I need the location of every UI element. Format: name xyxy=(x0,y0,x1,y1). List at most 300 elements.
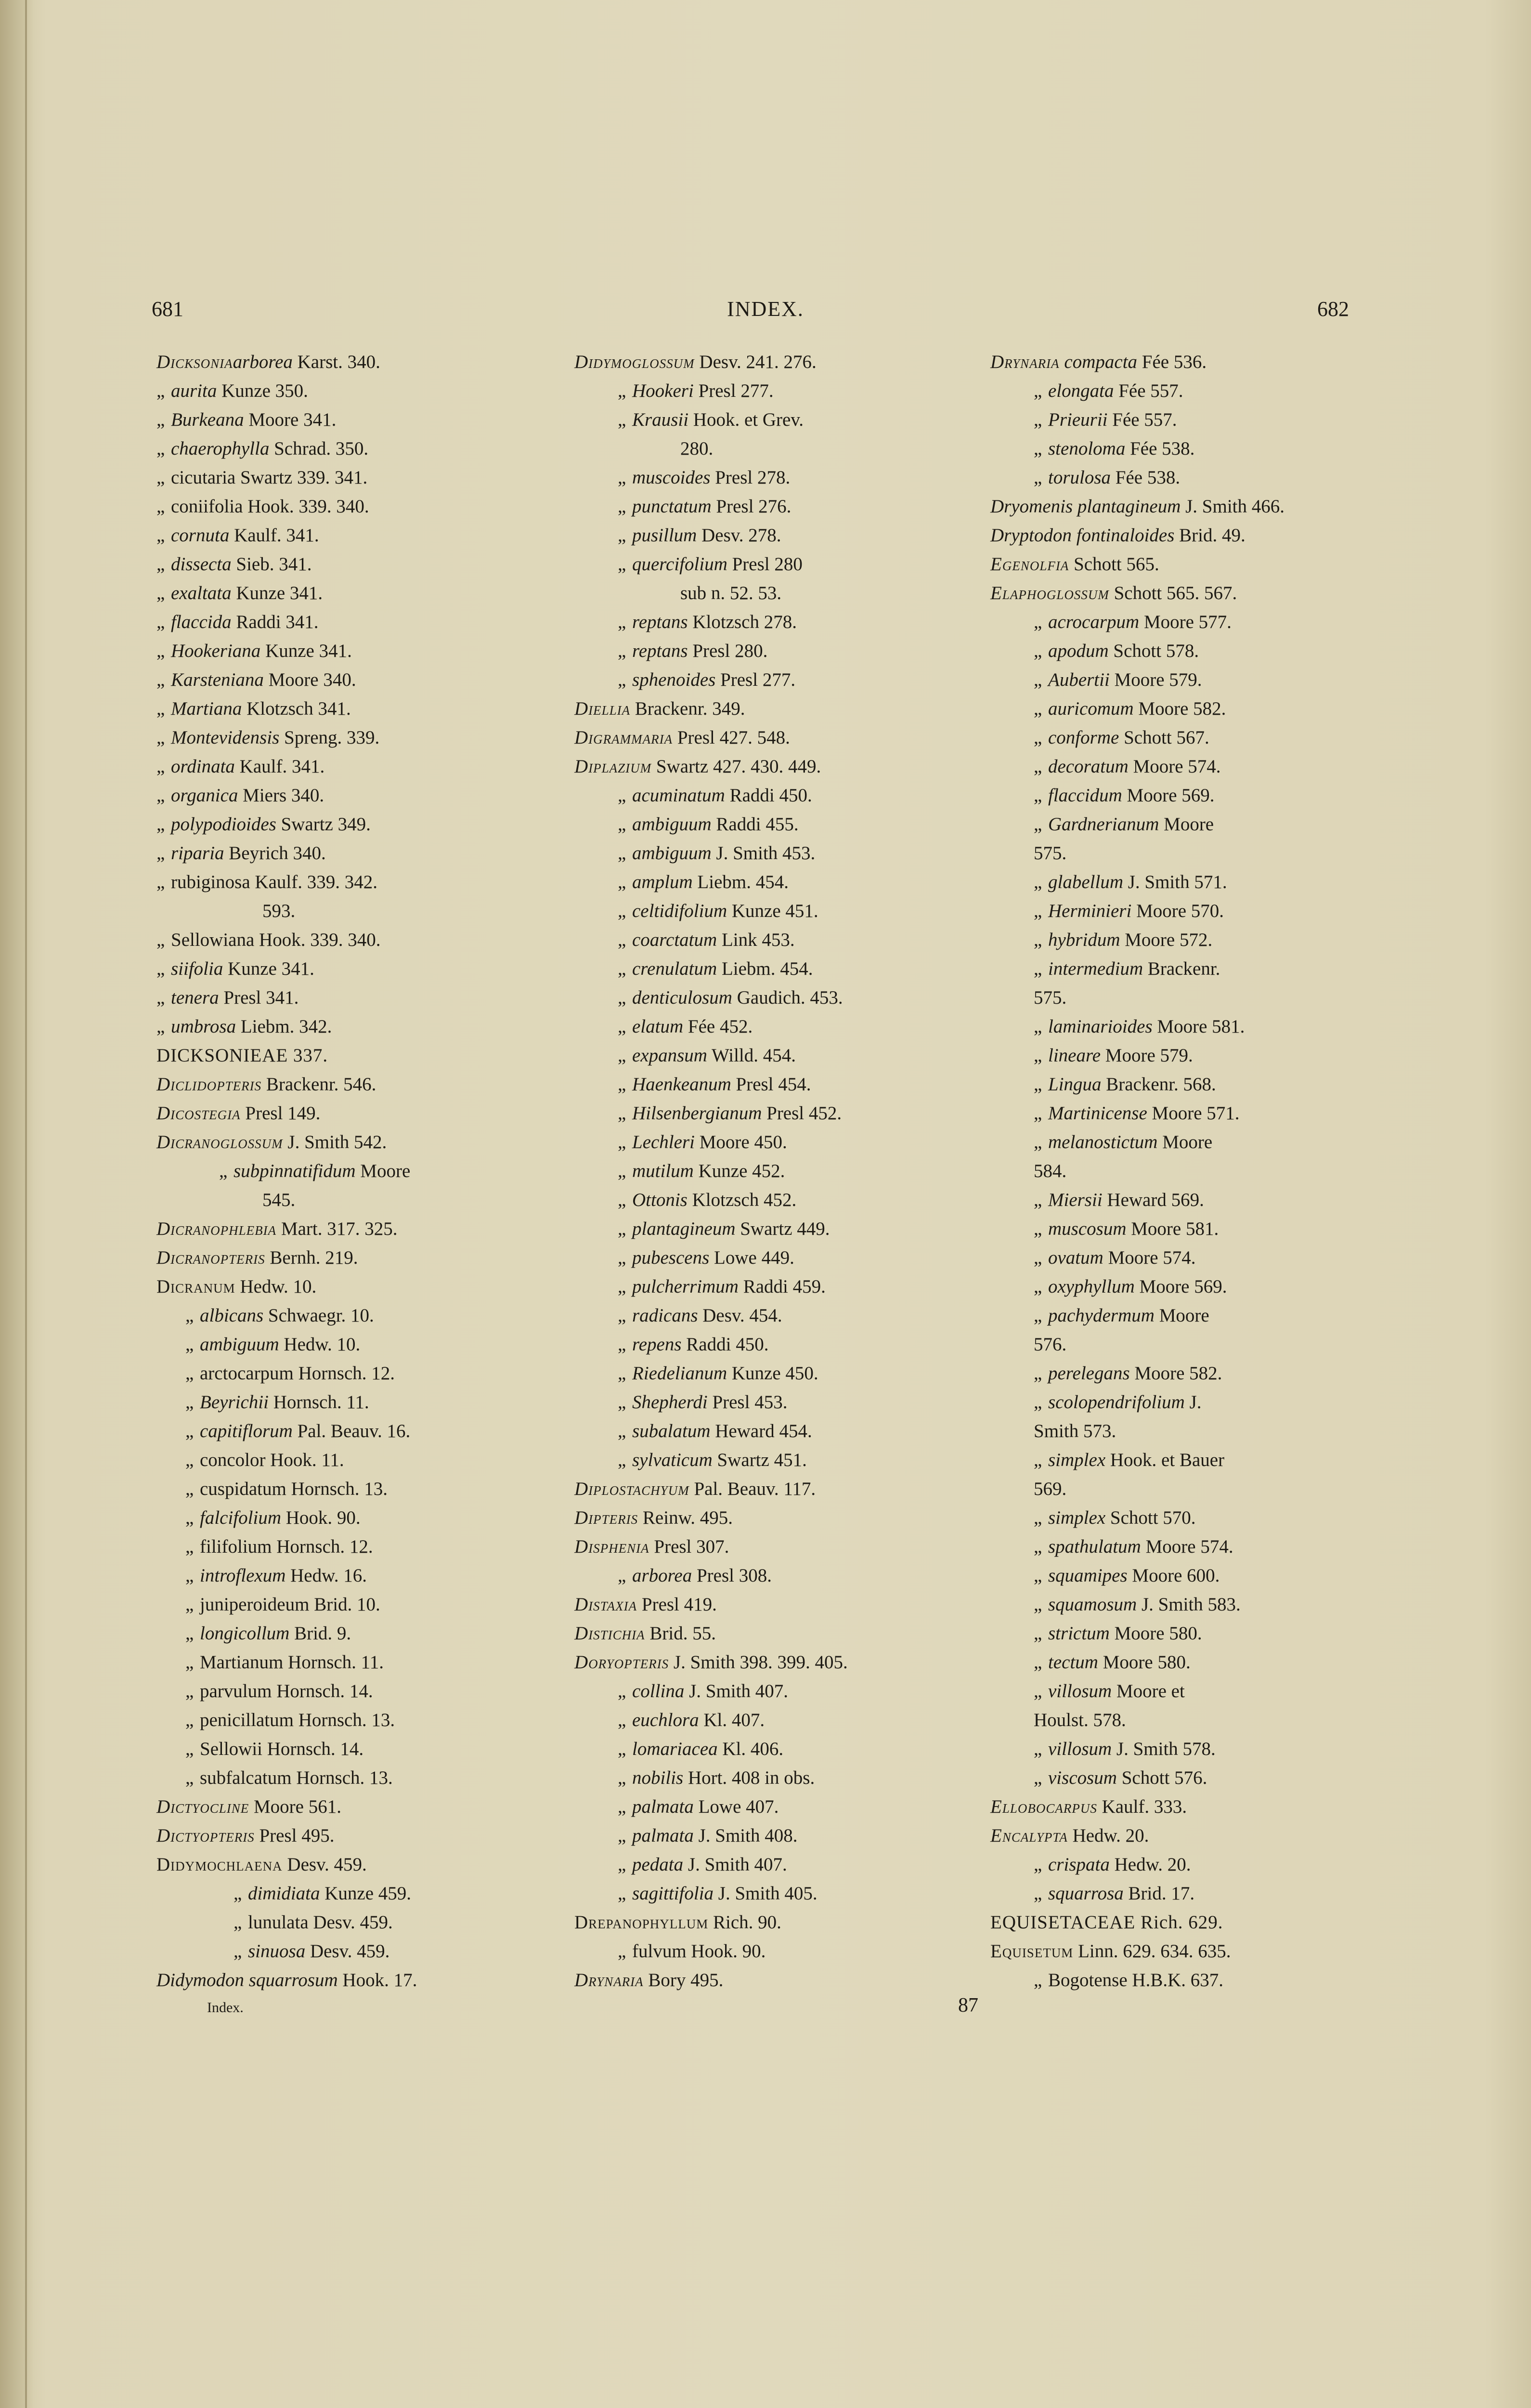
author-reference: Moore 569. xyxy=(1127,785,1215,806)
author-reference: Heward 569. xyxy=(1107,1190,1204,1210)
author-reference: Hedw. 20. xyxy=(1072,1825,1149,1846)
index-entry xyxy=(990,1157,1433,1186)
species-name: subfalcatum xyxy=(200,1767,292,1788)
genus-name: Drynaria xyxy=(990,352,1060,372)
species-name: Burkeana xyxy=(171,409,244,430)
ditto-mark: „ xyxy=(156,698,165,719)
index-entry xyxy=(990,1764,1433,1793)
index-entry xyxy=(990,1619,1433,1648)
index-entry xyxy=(574,579,984,608)
author-reference: Pal. Beauv. 117. xyxy=(694,1479,816,1499)
index-entry xyxy=(574,377,984,406)
species-name: pulcherrimum xyxy=(632,1276,739,1297)
ditto-mark: „ xyxy=(618,1767,626,1788)
species-name: nobilis xyxy=(632,1767,684,1788)
author-reference: Fée 452. xyxy=(688,1016,753,1037)
genus-name: Diplostachyum xyxy=(574,1479,689,1499)
species-name: radicans xyxy=(632,1305,698,1326)
ditto-mark: „ xyxy=(618,1941,626,1962)
species-name: ambiguum xyxy=(632,843,712,864)
author-reference: Hook. et Bauer xyxy=(1110,1450,1225,1470)
author-reference: Liebm. 454. xyxy=(697,872,789,892)
ditto-mark: „ xyxy=(156,525,165,546)
index-entry xyxy=(990,955,1433,983)
index-entry xyxy=(990,723,1433,752)
ditto-mark: „ xyxy=(1034,1739,1042,1759)
index-entry xyxy=(156,1619,566,1648)
genus-name: Digrammaria xyxy=(574,727,673,748)
author-reference: Fée 538. xyxy=(1115,467,1181,488)
index-entry xyxy=(574,1243,984,1272)
ditto-mark: „ xyxy=(618,554,626,575)
index-entry xyxy=(156,781,566,810)
author-reference: Moore 561. xyxy=(253,1796,341,1817)
index-entry xyxy=(156,1879,566,1908)
index-entry xyxy=(156,1012,566,1041)
index-entry xyxy=(574,1561,984,1590)
ditto-mark: „ xyxy=(618,641,626,661)
species-name: cornuta xyxy=(171,525,230,546)
species-name: quercifolium xyxy=(632,554,727,575)
species-name: chaerophylla xyxy=(171,438,270,459)
ditto-mark: „ xyxy=(185,1392,194,1413)
species-name: falcifolium xyxy=(200,1507,281,1528)
species-name: pusillum xyxy=(632,525,697,546)
author-reference: Fée 557. xyxy=(1112,409,1177,430)
ditto-mark: „ xyxy=(1034,1565,1042,1586)
index-entry xyxy=(574,1793,984,1821)
entry-continuation: 584. xyxy=(1034,1161,1067,1181)
species-name: subpinnatifidum xyxy=(234,1161,356,1181)
ditto-mark: „ xyxy=(618,612,626,632)
ditto-mark: „ xyxy=(234,1912,242,1933)
species-name: penicillatum xyxy=(200,1710,294,1730)
index-entry xyxy=(156,1850,566,1879)
species-name: muscoides xyxy=(632,467,711,488)
gutter-line xyxy=(25,0,27,2408)
species-name: euchlora xyxy=(632,1710,699,1730)
species-name: celtidifolium xyxy=(632,901,727,921)
author-reference: Miers 340. xyxy=(243,785,324,806)
ditto-mark: „ xyxy=(1034,1218,1042,1239)
ditto-mark: „ xyxy=(618,1854,626,1875)
author-reference: Beyrich 340. xyxy=(229,843,326,864)
author-reference: Kunze 459. xyxy=(324,1883,412,1904)
index-entry xyxy=(574,1504,984,1532)
species-name: ordinata xyxy=(171,756,235,777)
species-name: Martiana xyxy=(171,698,242,719)
species-name: Aubertii xyxy=(1048,669,1110,690)
index-entry xyxy=(574,1706,984,1735)
species-name: pubescens xyxy=(632,1247,710,1268)
ditto-mark: „ xyxy=(156,669,165,690)
ditto-mark: „ xyxy=(1034,1276,1042,1297)
author-reference: J. xyxy=(1189,1392,1202,1413)
author-reference: Kaulf. 333. xyxy=(1102,1796,1187,1817)
index-entry xyxy=(574,1908,984,1937)
author-reference: Moore xyxy=(1164,814,1214,835)
author-reference: Swartz 451. xyxy=(717,1450,807,1470)
ditto-mark: „ xyxy=(185,1421,194,1441)
ditto-mark: „ xyxy=(1034,1883,1042,1904)
index-entry xyxy=(156,1821,566,1850)
index-entry xyxy=(574,1937,984,1966)
species-name: squarrosa xyxy=(1048,1883,1124,1904)
index-entry xyxy=(990,1937,1433,1966)
author-reference: Hook. 17. xyxy=(342,1970,417,1990)
ditto-mark: „ xyxy=(234,1941,242,1962)
index-entry xyxy=(156,666,566,694)
ditto-mark: „ xyxy=(156,872,165,892)
genus-name: Dicranopteris xyxy=(156,1247,265,1268)
author-reference: Moore 341. xyxy=(248,409,337,430)
index-entry xyxy=(574,1041,984,1070)
index-entry xyxy=(156,1677,566,1706)
author-reference: Hornsch. 13. xyxy=(296,1767,393,1788)
entry-continuation: 576. xyxy=(1034,1334,1067,1355)
index-entry xyxy=(574,463,984,492)
genus-name: Dipteris xyxy=(574,1507,638,1528)
ditto-mark: „ xyxy=(618,1074,626,1095)
author-reference: Raddi 450. xyxy=(729,785,812,806)
author-reference: Raddi 341. xyxy=(236,612,319,632)
author-reference: Hedw. 16. xyxy=(290,1565,367,1586)
ditto-mark: „ xyxy=(618,1363,626,1384)
author-reference: Brid. 17. xyxy=(1128,1883,1195,1904)
index-entry xyxy=(574,1648,984,1677)
genus-name: Dicostegia xyxy=(156,1103,241,1124)
index-entry xyxy=(574,1128,984,1157)
species-name: reptans xyxy=(632,612,688,632)
taxon-name: Dryomenis plantagineum xyxy=(990,496,1181,517)
ditto-mark: „ xyxy=(156,612,165,632)
ditto-mark: „ xyxy=(618,467,626,488)
species-name: amplum xyxy=(632,872,693,892)
species-name: ambiguum xyxy=(632,814,712,835)
ditto-mark: „ xyxy=(156,929,165,950)
species-name: denticulosum xyxy=(632,987,732,1008)
index-entry xyxy=(156,492,566,521)
species-name: flaccida xyxy=(171,612,232,632)
author-reference: Lowe 449. xyxy=(714,1247,794,1268)
species-name: exaltata xyxy=(171,583,232,603)
family-name: EQUISETACEAE Rich. 629. xyxy=(990,1912,1223,1933)
index-entry xyxy=(574,608,984,637)
species-name: fulvum xyxy=(632,1941,687,1962)
index-entry xyxy=(574,1850,984,1879)
species-name: coarctatum xyxy=(632,929,717,950)
index-entry xyxy=(156,348,566,377)
ditto-mark: „ xyxy=(618,380,626,401)
ditto-mark: „ xyxy=(1034,1074,1042,1095)
index-entry xyxy=(990,1793,1433,1821)
index-entry xyxy=(990,1012,1433,1041)
species-name: Lechleri xyxy=(632,1132,695,1152)
author-reference: Kaulf. 339. 342. xyxy=(255,872,377,892)
species-name: Prieurii xyxy=(1048,409,1108,430)
ditto-mark: „ xyxy=(618,929,626,950)
author-reference: Moore 450. xyxy=(699,1132,787,1152)
index-entry xyxy=(156,550,566,579)
author-reference: Brackenr. xyxy=(1147,958,1220,979)
author-reference: J. Smith 542. xyxy=(287,1132,387,1152)
index-entry xyxy=(574,550,984,579)
ditto-mark: „ xyxy=(618,409,626,430)
index-entry xyxy=(156,694,566,723)
index-entry xyxy=(990,550,1433,579)
index-entry xyxy=(990,1735,1433,1764)
index-entry xyxy=(156,1388,566,1417)
species-name: dimidiata xyxy=(248,1883,320,1904)
index-entry xyxy=(156,1532,566,1561)
species-name: ambiguum xyxy=(200,1334,279,1355)
author-reference: Presl 495. xyxy=(259,1825,335,1846)
author-reference: Moore 570. xyxy=(1136,901,1224,921)
species-name: rubiginosa xyxy=(171,872,250,892)
index-entry xyxy=(574,1301,984,1330)
ditto-mark: „ xyxy=(618,1565,626,1586)
species-name: hybridum xyxy=(1048,929,1120,950)
species-name: glabellum xyxy=(1048,872,1123,892)
ditto-mark: „ xyxy=(1034,1681,1042,1701)
index-entry xyxy=(156,1446,566,1475)
index-entry xyxy=(990,926,1433,955)
ditto-mark: „ xyxy=(1034,1045,1042,1066)
author-reference: Pal. Beauv. 16. xyxy=(297,1421,411,1441)
ditto-mark: „ xyxy=(618,525,626,546)
index-entry xyxy=(156,1561,566,1590)
author-reference: Schott 565. xyxy=(1074,554,1159,575)
index-entry xyxy=(990,1475,1433,1504)
author-reference: Brid. 9. xyxy=(294,1623,351,1644)
species-name: squamipes xyxy=(1048,1565,1128,1586)
author-reference: Presl 278. xyxy=(715,467,791,488)
ditto-mark: „ xyxy=(156,641,165,661)
ditto-mark: „ xyxy=(185,1479,194,1499)
author-reference: Hedw. 20. xyxy=(1114,1854,1191,1875)
index-entry xyxy=(156,1908,566,1937)
index-entry xyxy=(574,406,984,434)
author-reference: Presl 308. xyxy=(696,1565,772,1586)
author-reference: Liebm. 342. xyxy=(240,1016,332,1037)
ditto-mark: „ xyxy=(1034,1507,1042,1528)
ditto-mark: „ xyxy=(185,1681,194,1701)
index-entry xyxy=(574,1359,984,1388)
ditto-mark: „ xyxy=(219,1161,228,1181)
author-reference: Presl 419. xyxy=(641,1594,717,1615)
author-reference: Raddi 459. xyxy=(743,1276,826,1297)
ditto-mark: „ xyxy=(1034,1594,1042,1615)
index-entry xyxy=(574,1186,984,1215)
genus-name: Distichia xyxy=(574,1623,645,1644)
ditto-mark: „ xyxy=(618,1045,626,1066)
ditto-mark: „ xyxy=(234,1883,242,1904)
ditto-mark: „ xyxy=(618,958,626,979)
ditto-mark: „ xyxy=(156,727,165,748)
author-reference: Presl 452. xyxy=(766,1103,842,1124)
ditto-mark: „ xyxy=(1034,727,1042,748)
species-name: siifolia xyxy=(171,958,223,979)
ditto-mark: „ xyxy=(1034,872,1042,892)
index-entry xyxy=(156,983,566,1012)
index-entry xyxy=(574,434,984,463)
index-entry xyxy=(574,926,984,955)
index-entry xyxy=(990,1099,1433,1128)
index-entry xyxy=(574,1388,984,1417)
author-reference: Fée 557. xyxy=(1118,380,1183,401)
author-reference: Hort. 408 in obs. xyxy=(688,1767,815,1788)
ditto-mark: „ xyxy=(1034,1103,1042,1124)
ditto-mark: „ xyxy=(618,1016,626,1037)
author-reference: Bory 495. xyxy=(648,1970,724,1990)
species-name: Haenkeanum xyxy=(632,1074,731,1095)
author-reference: Moore 581. xyxy=(1131,1218,1219,1239)
author-reference: Moore 580. xyxy=(1114,1623,1202,1644)
index-entry xyxy=(574,1272,984,1301)
species-name: villosum xyxy=(1048,1739,1112,1759)
ditto-mark: „ xyxy=(1034,1132,1042,1152)
index-entry xyxy=(156,406,566,434)
author-reference: Fée 536. xyxy=(1142,352,1207,372)
species-name: intermedium xyxy=(1048,958,1143,979)
author-reference: Schott 565. 567. xyxy=(1114,583,1237,603)
author-reference: Swartz 449. xyxy=(740,1218,830,1239)
index-entry xyxy=(574,666,984,694)
index-entry xyxy=(156,1359,566,1388)
ditto-mark: „ xyxy=(618,1681,626,1701)
index-entry xyxy=(574,1677,984,1706)
author-reference: Moore 580. xyxy=(1103,1652,1191,1673)
author-reference: Schwaegr. 10. xyxy=(268,1305,374,1326)
author-reference: Raddi 455. xyxy=(716,814,799,835)
index-entry xyxy=(574,492,984,521)
index-entry xyxy=(574,348,984,377)
index-entry xyxy=(990,492,1433,521)
genus-name: Disphenia xyxy=(574,1536,649,1557)
author-reference: Kunze 341. xyxy=(236,583,323,603)
species-name: longicollum xyxy=(200,1623,290,1644)
ditto-mark: „ xyxy=(156,785,165,806)
author-reference: J. Smith 578. xyxy=(1116,1739,1216,1759)
species-name: viscosum xyxy=(1048,1767,1117,1788)
author-reference: Moore 600. xyxy=(1132,1565,1220,1586)
ditto-mark: „ xyxy=(618,1450,626,1470)
author-reference: Bernh. 219. xyxy=(270,1247,358,1268)
index-entry xyxy=(156,1070,566,1099)
ditto-mark: „ xyxy=(1034,1450,1042,1470)
author-reference: Fée 538. xyxy=(1130,438,1195,459)
author-reference: Kunze 341. xyxy=(228,958,314,979)
author-reference: Hook. et Grev. xyxy=(693,409,804,430)
author-reference: Hornsch. 14. xyxy=(267,1739,364,1759)
genus-name: Dictyopteris xyxy=(156,1825,255,1846)
ditto-mark: „ xyxy=(618,1305,626,1326)
index-entry xyxy=(156,1764,566,1793)
index-entry xyxy=(574,752,984,781)
author-reference: Kaulf. 341. xyxy=(239,756,325,777)
index-entry xyxy=(990,781,1433,810)
author-reference: J. Smith 583. xyxy=(1141,1594,1241,1615)
right-page-number: 682 xyxy=(1317,297,1349,321)
author-reference: Liebm. 454. xyxy=(721,958,813,979)
species-name: acrocarpum xyxy=(1048,612,1140,632)
author-reference: Gaudich. 453. xyxy=(737,987,843,1008)
ditto-mark: „ xyxy=(185,1450,194,1470)
index-entry xyxy=(574,781,984,810)
species-name: Gardnerianum xyxy=(1048,814,1159,835)
author-reference: Moore xyxy=(1159,1305,1209,1326)
ditto-mark: „ xyxy=(185,1363,194,1384)
author-reference: Moore 574. xyxy=(1108,1247,1196,1268)
author-reference: J. Smith 453. xyxy=(716,843,816,864)
author-reference: Desv. 459. xyxy=(310,1941,390,1962)
species-name: strictum xyxy=(1048,1623,1110,1644)
species-name: umbrosa xyxy=(171,1016,236,1037)
species-name: Martinicense xyxy=(1048,1103,1147,1124)
ditto-mark: „ xyxy=(1034,901,1042,921)
index-entry xyxy=(156,926,566,955)
ditto-mark: „ xyxy=(1034,958,1042,979)
species-name: tectum xyxy=(1048,1652,1098,1673)
species-name: ovatum xyxy=(1048,1247,1103,1268)
index-entry xyxy=(990,521,1433,550)
author-reference: Hook. 339. 340. xyxy=(259,929,381,950)
species-name: lomariacea xyxy=(632,1739,718,1759)
species-name: Hookeri xyxy=(632,380,694,401)
author-reference: Mart. 317. 325. xyxy=(281,1218,398,1239)
author-reference: Presl 280 xyxy=(732,554,803,575)
author-reference: Desv. 454. xyxy=(702,1305,782,1326)
ditto-mark: „ xyxy=(185,1536,194,1557)
ditto-mark: „ xyxy=(618,1218,626,1239)
author-reference: H.B.K. 637. xyxy=(1132,1970,1223,1990)
index-entry xyxy=(156,637,566,666)
species-name: subalatum xyxy=(632,1421,711,1441)
ditto-mark: „ xyxy=(156,958,165,979)
index-entry xyxy=(156,752,566,781)
index-entry xyxy=(990,810,1433,839)
ditto-mark: „ xyxy=(185,1710,194,1730)
ditto-mark: „ xyxy=(618,814,626,835)
species-name: sinuosa xyxy=(248,1941,306,1962)
index-entry xyxy=(156,434,566,463)
index-entry xyxy=(574,1532,984,1561)
author-reference: Schott 570. xyxy=(1110,1507,1196,1528)
genus-name: Distaxia xyxy=(574,1594,637,1615)
index-entry xyxy=(990,839,1433,868)
index-entry xyxy=(574,897,984,926)
index-entry xyxy=(574,983,984,1012)
author-reference: Brid. 49. xyxy=(1179,525,1246,546)
index-entry xyxy=(156,608,566,637)
index-entry xyxy=(156,1301,566,1330)
species-name: Martianum xyxy=(200,1652,284,1673)
index-entry xyxy=(574,1821,984,1850)
author-reference: Brid. 10. xyxy=(314,1594,380,1615)
index-entry xyxy=(990,1648,1433,1677)
index-entry xyxy=(156,839,566,868)
ditto-mark: „ xyxy=(1034,1247,1042,1268)
author-reference: Schrad. 350. xyxy=(274,438,369,459)
index-entry xyxy=(990,1850,1433,1879)
species-name: melanostictum xyxy=(1048,1132,1158,1152)
index-entry xyxy=(574,694,984,723)
genus-name: Drepanophyllum xyxy=(574,1912,709,1933)
index-entry xyxy=(990,1301,1433,1330)
index-entry xyxy=(156,1186,566,1215)
author-reference: Hornsch. 11. xyxy=(288,1652,384,1673)
species-name: cuspidatum xyxy=(200,1479,286,1499)
